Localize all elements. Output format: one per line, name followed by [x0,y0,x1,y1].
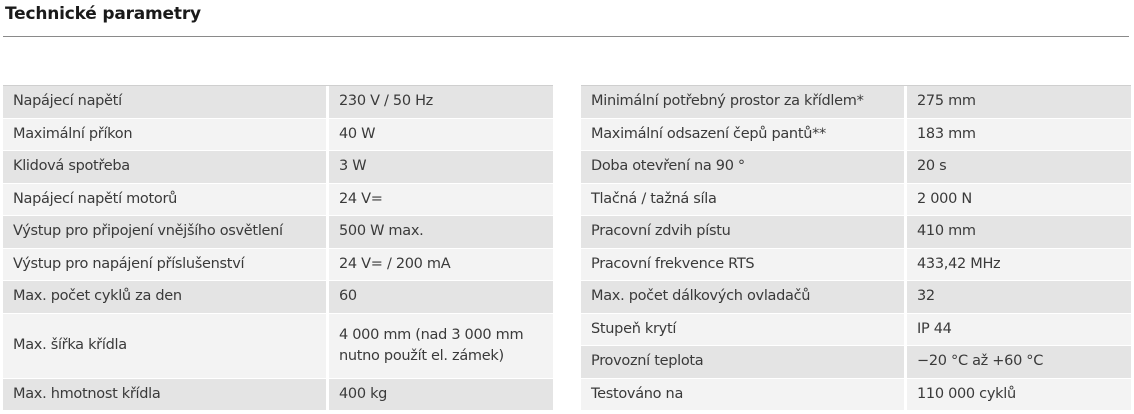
spec-label: Klidová spotřeba [3,151,329,184]
table-row [581,249,1131,282]
table-row [3,86,553,119]
spec-label: Stupeň krytí [581,314,907,347]
table-row [3,379,553,412]
spec-value: 60 [329,281,553,314]
table-row [581,151,1131,184]
spec-value: 4 000 mm (nad 3 000 mm nutno použít el. zámek) [329,314,553,379]
spec-value: 230 V / 50 Hz [329,86,553,119]
spec-label: Testováno na [581,379,907,412]
spec-value: 40 W [329,119,553,152]
spec-value: −20 °C až +60 °C [907,346,1131,379]
table-row [3,314,553,379]
table-row [581,379,1131,412]
table-row [3,216,553,249]
spec-label: Doba otevření na 90 ° [581,151,907,184]
spec-value: 24 V= [329,184,553,217]
spec-label: Maximální odsazení čepů pantů** [581,119,907,152]
spec-label: Minimální potřebný prostor za křídlem* [581,86,907,119]
table-row [3,119,553,152]
left-spec-table [3,86,553,411]
table-row [3,184,553,217]
spec-label: Max. počet dálkových ovladačů [581,281,907,314]
right-spec-table [581,86,1131,411]
spec-value: 275 mm [907,86,1131,119]
title-divider [3,36,1129,37]
spec-value: 110 000 cyklů [907,379,1131,412]
table-row [581,216,1131,249]
spec-value: 433,42 MHz [907,249,1131,282]
spec-value: 400 kg [329,379,553,412]
spec-value: IP 44 [907,314,1131,347]
spec-label: Napájecí napětí [3,86,329,119]
table-row [581,119,1131,152]
spec-label: Výstup pro připojení vnějšího osvětlení [3,216,329,249]
table-row [581,314,1131,347]
spec-value: 20 s [907,151,1131,184]
spec-label: Napájecí napětí motorů [3,184,329,217]
spec-value: 500 W max. [329,216,553,249]
table-row [3,151,553,184]
spec-label: Maximální příkon [3,119,329,152]
spec-value: 2 000 N [907,184,1131,217]
table-row [3,281,553,314]
table-row [581,346,1131,379]
spec-label: Max. šířka křídla [3,314,329,379]
spec-value: 24 V= / 200 mA [329,249,553,282]
spec-value: 32 [907,281,1131,314]
spec-label: Max. hmotnost křídla [3,379,329,412]
spec-value: 183 mm [907,119,1131,152]
spec-label: Provozní teplota [581,346,907,379]
spec-value: 3 W [329,151,553,184]
spec-label: Max. počet cyklů za den [3,281,329,314]
spec-label: Výstup pro napájení příslušenství [3,249,329,282]
spec-label: Pracovní frekvence RTS [581,249,907,282]
table-row [3,249,553,282]
table-row [581,86,1131,119]
spec-value: 410 mm [907,216,1131,249]
table-row [581,184,1131,217]
page-title: Technické parametry [5,4,201,24]
spec-label: Tlačná / tažná síla [581,184,907,217]
spec-label: Pracovní zdvih pístu [581,216,907,249]
table-row [581,281,1131,314]
